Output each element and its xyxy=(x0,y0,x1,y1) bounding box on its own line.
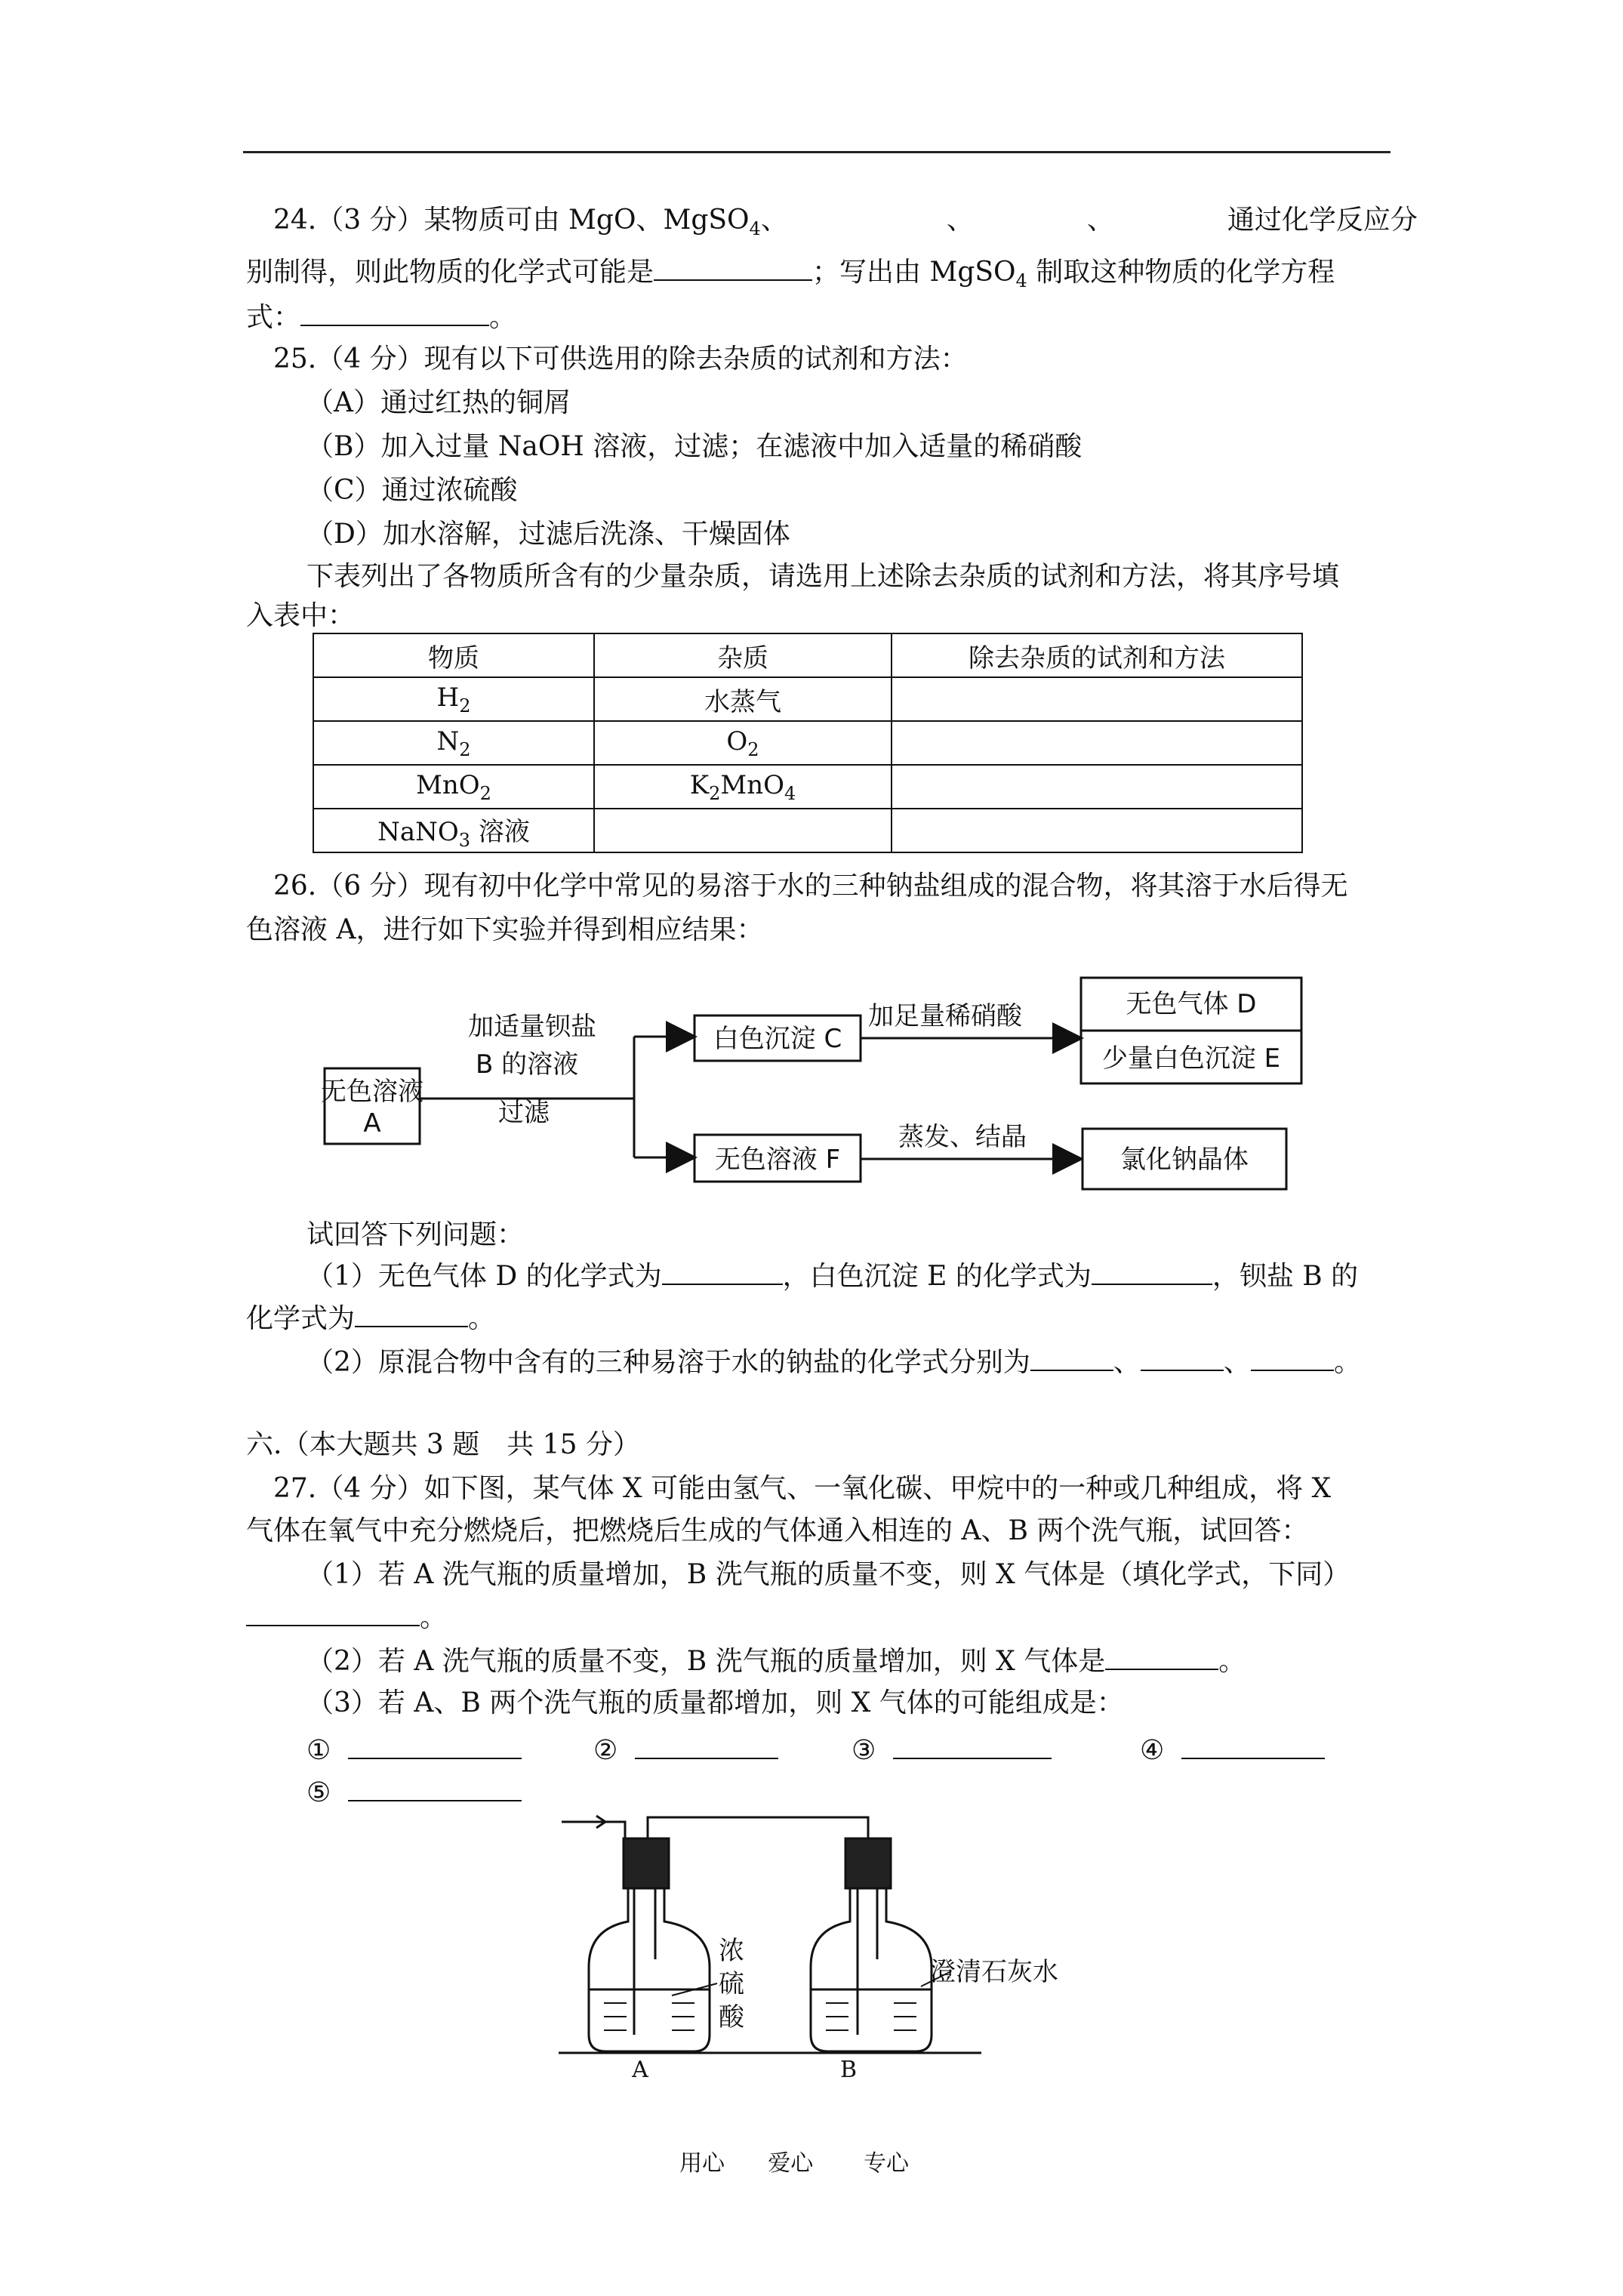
q27-blank-option-4[interactable] xyxy=(1181,1732,1325,1759)
q25-instruction-1: 下表列出了各物质所含有的少量杂质，请选用上述除去杂质的试剂和方法，将其序号填 xyxy=(306,561,1340,592)
q27-part1: （1）若 A 洗气瓶的质量增加，B 洗气瓶的质量不变，则 X 气体是（填化学式，下同） xyxy=(306,1559,1350,1590)
q27-line2: 气体在氧气中充分燃烧后，把燃烧后生成的气体通入相连的 A、B 两个洗气瓶，试回答： xyxy=(246,1515,1309,1546)
q27-part1-answer: 。 xyxy=(246,1599,447,1636)
table-row xyxy=(313,721,1302,765)
q27-answer-2: ② xyxy=(593,1732,778,1769)
q26-blank-salt-2[interactable] xyxy=(1141,1344,1224,1371)
q25-intro: 25.（4 分）现有以下可供选用的除去杂质的试剂和方法： xyxy=(273,344,968,374)
q24-blank-formula[interactable] xyxy=(654,254,812,281)
connecting-tube xyxy=(648,1817,868,1854)
q27-blank-option-5[interactable] xyxy=(348,1774,522,1801)
impurity-table xyxy=(313,633,1303,853)
q26-line2: 色溶液 A，进行如下实验并得到相应结果： xyxy=(246,914,764,945)
label-limewater: 澄清石灰水 xyxy=(930,1957,1058,1987)
table-row xyxy=(313,809,1302,852)
label-acid-2: 硫 xyxy=(719,1969,744,1999)
q27-part2: （2）若 A 洗气瓶的质量不变，B 洗气瓶的质量增加，则 X 气体是 。 xyxy=(306,1643,1246,1680)
q25-option-b: （B）加入过量 NaOH 溶液，过滤；在滤液中加入适量的稀硝酸 xyxy=(306,431,1083,462)
header-rule xyxy=(243,151,1390,153)
box-solution-f-label: 无色溶液 F xyxy=(714,1145,841,1175)
table-cell-substance: MnO$_2$ xyxy=(313,765,594,809)
q27-blank-option-3[interactable] xyxy=(893,1732,1052,1759)
step1-label-2: B 的溶液 xyxy=(476,1049,579,1080)
q26-blank-gas-d[interactable] xyxy=(662,1258,783,1285)
q27-answer-5: ⑤ xyxy=(306,1774,522,1811)
q25-option-d: （D）加水溶解，过滤后洗涤、干燥固体 xyxy=(306,519,790,550)
q27-blank-option-1[interactable] xyxy=(348,1732,522,1759)
table-cell-answer[interactable] xyxy=(892,765,1302,809)
label-acid-1: 浓 xyxy=(719,1936,744,1966)
label-acid-3: 酸 xyxy=(719,2002,744,2032)
q27-blank-part2[interactable] xyxy=(1105,1643,1218,1670)
box-precipitate-e-label: 少量白色沉淀 E xyxy=(1101,1043,1281,1074)
table-cell-answer[interactable] xyxy=(892,809,1302,852)
step1-label-3: 过滤 xyxy=(498,1098,550,1128)
box-solution-a-label-2: A xyxy=(363,1108,381,1139)
q26-blank-salt-3[interactable] xyxy=(1251,1344,1334,1371)
table-cell-substance: $H_2$ xyxy=(313,677,594,721)
section-six-heading: 六.（本大题共 3 题 共 15 分） xyxy=(246,1429,640,1460)
q27-blank-option-2[interactable] xyxy=(635,1732,778,1759)
q25-option-c: （C）通过浓硫酸 xyxy=(306,475,518,506)
box-gas-d-label: 无色气体 D xyxy=(1126,989,1257,1019)
table-cell-impurity: $K_2MnO_4$ xyxy=(594,765,892,809)
step1-label-1: 加适量钡盐 xyxy=(468,1012,596,1042)
label-bottle-b: B xyxy=(839,2057,858,2080)
table-cell-substance: $N_2$ xyxy=(313,721,594,765)
table-row xyxy=(313,677,1302,721)
table-header: 物质 xyxy=(313,633,594,677)
q24-line1: 24.（3 分）某物质可由 MgO、MgSO$_4$、 、 、 通过化学反应分 xyxy=(273,205,1418,240)
q27-answer-4: ④ xyxy=(1140,1732,1325,1769)
q26-part2: （2）原混合物中含有的三种易溶于水的钠盐的化学式分别为 、 、 。 xyxy=(306,1344,1361,1381)
q26-line1: 26.（6 分）现有初中化学中常见的易溶于水的三种钠盐组成的混合物，将其溶于水后得无 xyxy=(273,871,1348,901)
table-header: 杂质 xyxy=(594,633,892,677)
table-header-row xyxy=(313,633,1302,677)
wash-bottle-apparatus xyxy=(559,1808,1102,2080)
experiment-flowchart xyxy=(317,970,1321,1212)
q24-line2: 别制得，则此物质的化学式可能是 ；写出由 MgSO$_4$ 制取这种物质的化学方程 xyxy=(246,254,1335,299)
q26-blank-salt-1[interactable] xyxy=(1030,1344,1113,1371)
page-footer: 用心 爱心 专心 xyxy=(679,2150,909,2177)
bottle-b xyxy=(811,1838,951,2051)
q25-instruction-2: 入表中： xyxy=(246,600,356,631)
table-cell-impurity xyxy=(594,809,892,852)
q27-answer-1: ① xyxy=(306,1732,522,1769)
table-cell-answer[interactable] xyxy=(892,677,1302,721)
table-header: 除去杂质的试剂和方法 xyxy=(892,633,1302,677)
table-cell-substance: NaNO$_3$ 溶液 xyxy=(313,809,594,852)
label-bottle-a: A xyxy=(632,2057,648,2080)
table-cell-impurity: 水蒸气 xyxy=(594,677,892,721)
bottle-a xyxy=(589,1838,717,2051)
q26-blank-barium-salt[interactable] xyxy=(355,1300,468,1327)
q24-blank-equation[interactable] xyxy=(300,299,489,326)
q25-option-a: （A）通过红热的铜屑 xyxy=(306,387,571,418)
box-precipitate-c-label: 白色沉淀 C xyxy=(713,1024,842,1054)
table-cell-impurity: $O_2$ xyxy=(594,721,892,765)
q26-part1-line2: 化学式为 。 xyxy=(246,1300,495,1337)
table-cell-answer[interactable] xyxy=(892,721,1302,765)
step3-label: 蒸发、结晶 xyxy=(898,1122,1027,1152)
q27-blank-part1[interactable] xyxy=(246,1599,420,1626)
q27-line1: 27.（4 分）如下图，某气体 X 可能由氢气、一氧化碳、甲烷中的一种或几种组成，将 X xyxy=(273,1473,1332,1504)
table-row xyxy=(313,765,1302,809)
q26-blank-precipitate-e[interactable] xyxy=(1092,1258,1212,1285)
step2-label: 加足量稀硝酸 xyxy=(868,1001,1022,1031)
q26-ask: 试回答下列问题： xyxy=(306,1219,525,1250)
q26-part1-line1: （1）无色气体 D 的化学式为 ，白色沉淀 E 的化学式为 ，钡盐 B 的 xyxy=(306,1258,1358,1295)
box-solution-a-label-1: 无色溶液 xyxy=(321,1077,423,1107)
box-nacl-crystal-label: 氯化钠晶体 xyxy=(1120,1145,1249,1175)
q27-part3: （3）若 A、B 两个洗气瓶的质量都增加，则 X 气体的可能组成是： xyxy=(306,1687,1124,1718)
q27-answer-3: ③ xyxy=(852,1732,1052,1769)
q24-line3: 式： 。 xyxy=(246,299,516,336)
